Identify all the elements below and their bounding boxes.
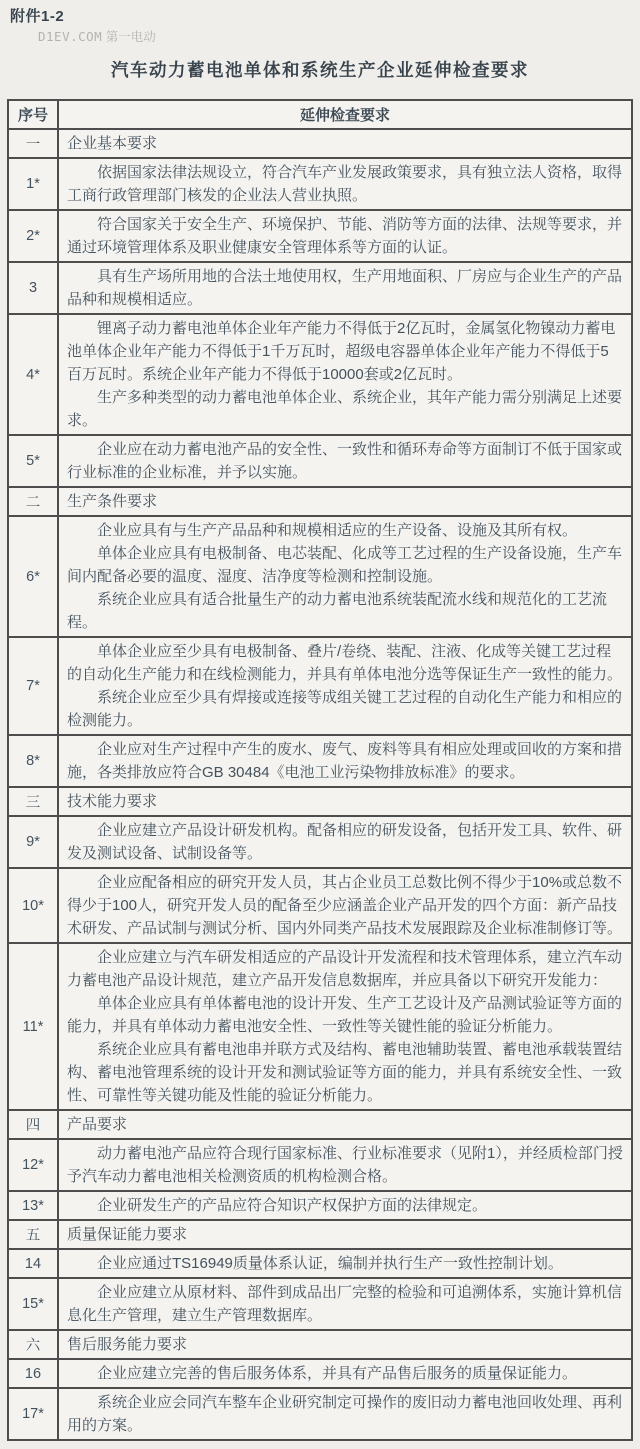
table-row [8,1388,632,1440]
requirement-paragraph: 企业应建立完善的售后服务体系，并具有产品售后服务的质量保证能力。 [97,1365,578,1382]
row-requirement-cell [58,1249,632,1278]
document-title: 汽车动力蓄电池单体和系统生产企业延伸检查要求 [111,60,529,80]
requirement-paragraph: 锂离子动力蓄电池单体企业年产能力不得低于2亿瓦时，金属氢化物镍动力蓄电池单体企业年产能力不得低于1千万瓦时，超级电容器单体企业年产能力不得低于5百万瓦时。系统企业年产能力不得低于10000套或2亿瓦时。 [67,320,616,383]
row-number-cell: 14 [8,1249,58,1278]
column-header-serial-number: 序号 [8,100,58,129]
section-title: 技术能力要求 [67,793,158,810]
requirement-paragraph: 动力蓄电池产品应符合现行国家标准、行业标准要求（见附1），并经质检部门授予汽车动力蓄电池相关检测资质的机构检测合格。 [67,1145,623,1185]
row-number-cell: 7* [8,637,58,735]
table-row [8,1220,632,1249]
row-requirement-cell [58,735,632,787]
row-number-cell: 5* [8,435,58,487]
table-body [8,129,632,1440]
table-row [8,1110,632,1139]
requirement-paragraph: 企业应配备相应的研究开发人员，其占企业员工总数比例不得少于10%或总数不得少于100人，研究开发人员的配备至少应涵盖企业产品开发的四个方面：新产品技术研发、产品试制与测试分析、国内外同类产品技术发展跟踪及企业标准制修订等。 [67,874,623,937]
row-number-cell: 4* [8,314,58,435]
requirement-paragraph: 企业应具有与生产产品品种和规模相适应的生产设备、设施及其所有权。 [97,522,578,539]
row-number-cell: 五 [8,1220,58,1249]
row-requirement-cell [58,487,632,516]
requirement-paragraph: 符合国家关于安全生产、环境保护、节能、消防等方面的法律、法规等要求，并通过环境管理体系及职业健康安全管理体系等方面的认证。 [67,216,623,256]
requirement-paragraph: 系统企业应具有蓄电池串并联方式及结构、蓄电池辅助装置、蓄电池承载装置结构、蓄电池管理系统的设计开发和测试验证等方面的能力，并具有系统安全性、一致性、可靠性等关键功能及性能的验证分析能力。 [67,1041,623,1104]
requirement-paragraph: 系统企业应至少具有焊接或连接等成组关键工艺过程的自动化生产能力和相应的检测能力。 [67,689,623,729]
row-number-cell: 11* [8,943,58,1110]
row-requirement-cell [58,1191,632,1220]
row-number-cell: 10* [8,868,58,943]
requirement-paragraph: 企业应对生产过程中产生的废水、废气、废料等具有相应处理或回收的方案和措施，各类排放应符合GB 30484《电池工业污染物排放标准》的要求。 [67,741,623,781]
watermark-brand-text: 第一电动 [105,30,156,44]
table-row [8,210,632,262]
row-number-cell: 13* [8,1191,58,1220]
requirement-paragraph: 企业研发生产的产品应符合知识产权保护方面的法律规定。 [97,1197,488,1214]
row-number-cell: 六 [8,1330,58,1359]
table-row [8,487,632,516]
attachment-label: 附件1-2 [10,8,65,25]
table-header-row [8,100,632,129]
table-row [8,816,632,868]
row-requirement-cell [58,158,632,210]
row-requirement-cell [58,637,632,735]
row-requirement-cell [58,1359,632,1388]
requirement-paragraph: 企业应建立产品设计研发机构。配备相应的研发设备，包括开发工具、软件、研发及测试设备、试制设备等。 [67,822,623,862]
table-row [8,435,632,487]
requirement-paragraph: 单体企业应具有电极制备、电芯装配、化成等工艺过程的生产设备设施，生产车间内配备必要的温度、湿度、洁净度等检测和控制设施。 [67,545,623,585]
requirement-paragraph: 单体企业应具有单体蓄电池的设计开发、生产工艺设计及产品测试验证等方面的能力，并具有单体动力蓄电池安全性、一致性等关键性能的验证分析能力。 [67,995,623,1035]
section-title: 企业基本要求 [67,135,158,152]
table-row [8,516,632,637]
column-header-inspection-requirements: 延伸检查要求 [58,100,632,129]
row-number-cell: 12* [8,1139,58,1191]
requirement-paragraph: 企业应在动力蓄电池产品的安全性、一致性和循环寿命等方面制订不低于国家或行业标准的企业标准，并予以实施。 [67,441,623,481]
row-number-cell: 二 [8,487,58,516]
table-row [8,787,632,816]
requirement-paragraph: 依据国家法律法规设立，符合汽车产业发展政策要求，具有独立法人资格，取得工商行政管理部门核发的企业法人营业执照。 [67,164,623,204]
row-requirement-cell [58,435,632,487]
row-requirement-cell [58,816,632,868]
table-row [8,1139,632,1191]
row-requirement-cell [58,1388,632,1440]
section-title: 质量保证能力要求 [67,1226,188,1243]
row-requirement-cell [58,1330,632,1359]
table-row [8,943,632,1110]
row-number-cell: 1* [8,158,58,210]
requirement-paragraph: 系统企业应具有适合批量生产的动力蓄电池系统装配流水线和规范化的工艺流程。 [67,591,608,631]
table-row [8,1278,632,1330]
row-requirement-cell [58,129,632,158]
table-row [8,262,632,314]
watermark-domain-text: D1EV.COM [38,29,103,44]
row-requirement-cell [58,314,632,435]
requirement-paragraph: 企业应通过TS16949质量体系认证，编制并执行生产一致性控制计划。 [97,1255,563,1272]
requirements-table [7,99,633,1441]
row-requirement-cell [58,516,632,637]
requirement-paragraph: 系统企业应会同汽车整车企业研究制定可操作的废旧动力蓄电池回收处理、再利用的方案。 [67,1394,623,1434]
row-number-cell: 9* [8,816,58,868]
table-row [8,1359,632,1388]
requirement-paragraph: 企业应建立与汽车研发相适应的产品设计开发流程和技术管理体系，建立汽车动力蓄电池产品设计规范，建立产品开发信息数据库，并应具备以下研究开发能力： [67,949,623,989]
table-header [8,100,632,129]
row-requirement-cell [58,1278,632,1330]
row-number-cell: 2* [8,210,58,262]
requirement-paragraph: 生产多种类型的动力蓄电池单体企业、系统企业，其年产能力需分别满足上述要求。 [67,389,623,429]
table-row [8,1249,632,1278]
table-row [8,158,632,210]
table-row [8,1191,632,1220]
watermark [38,27,640,45]
section-title: 生产条件要求 [67,493,158,510]
requirement-paragraph: 单体企业应至少具有电极制备、叠片/卷绕、装配、注液、化成等关键工艺过程的自动化生产能力和在线检测能力，并具有单体电池分选等保证生产一致性的能力。 [67,643,623,683]
table-row [8,637,632,735]
row-number-cell: 17* [8,1388,58,1440]
requirement-paragraph: 企业应建立从原材料、部件到成品出厂完整的检验和可追溯体系，实施计算机信息化生产管理，建立生产管理数据库。 [67,1284,623,1324]
section-title: 产品要求 [67,1116,128,1133]
table-row [8,129,632,158]
table-row [8,735,632,787]
row-requirement-cell [58,787,632,816]
section-title: 售后服务能力要求 [67,1336,188,1353]
row-number-cell: 3 [8,262,58,314]
requirement-paragraph: 具有生产场所用地的合法土地使用权，生产用地面积、厂房应与企业生产的产品品种和规模相适应。 [67,268,623,308]
row-requirement-cell [58,943,632,1110]
row-requirement-cell [58,262,632,314]
row-number-cell: 8* [8,735,58,787]
table-row [8,868,632,943]
row-number-cell: 15* [8,1278,58,1330]
table-row [8,314,632,435]
row-number-cell: 6* [8,516,58,637]
row-requirement-cell [58,1220,632,1249]
row-requirement-cell [58,1110,632,1139]
row-requirement-cell [58,210,632,262]
table-row [8,1330,632,1359]
row-number-cell: 一 [8,129,58,158]
row-number-cell: 三 [8,787,58,816]
row-requirement-cell [58,1139,632,1191]
row-number-cell: 四 [8,1110,58,1139]
row-number-cell: 16 [8,1359,58,1388]
row-requirement-cell [58,868,632,943]
